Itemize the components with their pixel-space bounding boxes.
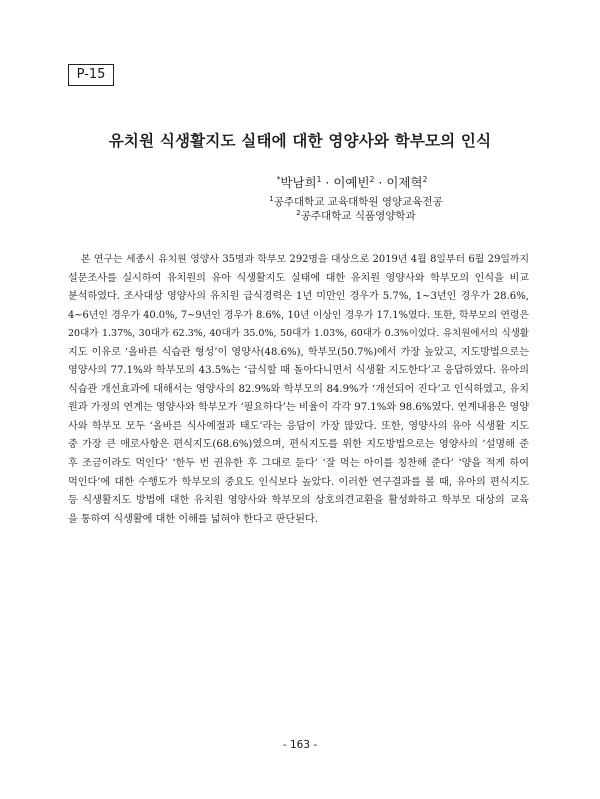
affiliation-text: 공주대학교 교육대학원 영양교육전공 xyxy=(273,196,443,208)
author-affil-sup: 2 xyxy=(369,175,375,184)
abstract-line: 식습관 개선효과에 대해서는 영양사의 82.9%와 학부모의 84.9%가 ‘개선되어 진다’고 인식하였고, 유치 xyxy=(68,383,529,395)
affiliation xyxy=(0,208,600,223)
author-name: 박남희 xyxy=(280,175,317,190)
poster-label: P-15 xyxy=(68,64,114,86)
author-name: 이예빈 xyxy=(333,175,370,190)
affiliation-text: 공주대학교 식품영양학과 xyxy=(300,210,416,222)
abstract-line: 20대가 1.37%, 30대가 62.3%, 40대가 35.0%, 50대가 1.03%, 60대가 0.3%이었다. 유치원에서의 식생활 xyxy=(68,328,529,340)
abstract-line: 먹인다’에 대한 수행도가 학부모의 중요도 인식보다 높았다. 이러한 연구결과를 볼 때, 유아의 편식지도 xyxy=(68,476,529,488)
affiliation xyxy=(0,194,600,209)
abstract-line: 지도 이유로 ‘올바른 식습관 형성’이 영양사(48.6%), 학부모(50.7%)에서 가장 높았고, 지도방법으로는 xyxy=(68,346,529,358)
abstract-line: 후 조금이라도 먹인다’ ‘한두 번 권유한 후 그대로 둔다’ ‘잘 먹는 아이를 칭찬해 준다’ ‘양을 적게 하여 xyxy=(68,458,529,470)
author-separator: · xyxy=(325,175,330,190)
paper-title: 유치원 식생활지도 실태에 대한 영양사와 학부모의 인식 xyxy=(108,132,492,150)
abstract-line: 설문조사를 실시하여 유치원의 유아 식생활지도 실태에 대한 유치원 영양사와 학부모의 인식을 비교 xyxy=(68,272,529,284)
abstract-line: 사와 학부모 모두 ‘올바른 식사예절과 태도’라는 응답이 가장 많았다. 또한, 영양사의 유아 식생활 지도 xyxy=(68,420,529,432)
abstract-body xyxy=(68,251,529,529)
abstract-line: 등 식생활지도 방법에 대한 유치원 영양사와 학부모의 상호의견교환을 활성화하고 학부모 대상의 교육 xyxy=(68,495,529,507)
author-affil-sup: 1 xyxy=(316,175,322,184)
abstract-line: 분석하였다. 조사대상 영양사의 유치원 급식경력은 1년 미만인 경우가 5.7%, 1~3년인 경우가 28.6%, xyxy=(68,291,529,303)
author-name: 이제혁 xyxy=(386,175,423,190)
affiliation-sup: 2 xyxy=(296,209,301,217)
abstract-line: 본 연구는 세종시 유치원 영양사 35명과 학부모 292명을 대상으로 2019년 4월 8일부터 6월 29일까지 xyxy=(80,254,529,265)
abstract-line: 영양사의 77.1%와 학부모의 43.5%는 ‘급식할 때 돌아다니면서 식생활 지도한다’고 응답하였다. 유아의 xyxy=(68,365,529,377)
author-affil-sup: 2 xyxy=(422,175,428,184)
affiliation-sup: 1 xyxy=(269,195,274,203)
abstract-line: 중 가장 큰 애로사항은 편식지도(68.6%)였으며, 편식지도를 위한 지도방법으로는 영양사의 ‘설명해 준 xyxy=(68,439,529,451)
abstract-line: 을 통하여 식생활에 대한 이해를 넓혀야 한다고 판단된다. xyxy=(68,513,318,525)
author-line xyxy=(0,173,600,191)
corresponding-marker: * xyxy=(276,175,281,184)
abstract-line: 4~6년인 경우가 40.0%, 7~9년인 경우가 8.6%, 10년 이상인 경우가 17.1%였다. 또한, 학부모의 연령은 xyxy=(68,309,529,321)
page-number: - 163 - xyxy=(282,739,318,751)
author-separator: · xyxy=(378,175,383,190)
abstract-line: 원과 가정의 연계는 영양사와 학부모가 ‘필요하다’는 비율이 각각 97.1%와 98.6%였다. 연계내용은 영양 xyxy=(68,402,529,414)
